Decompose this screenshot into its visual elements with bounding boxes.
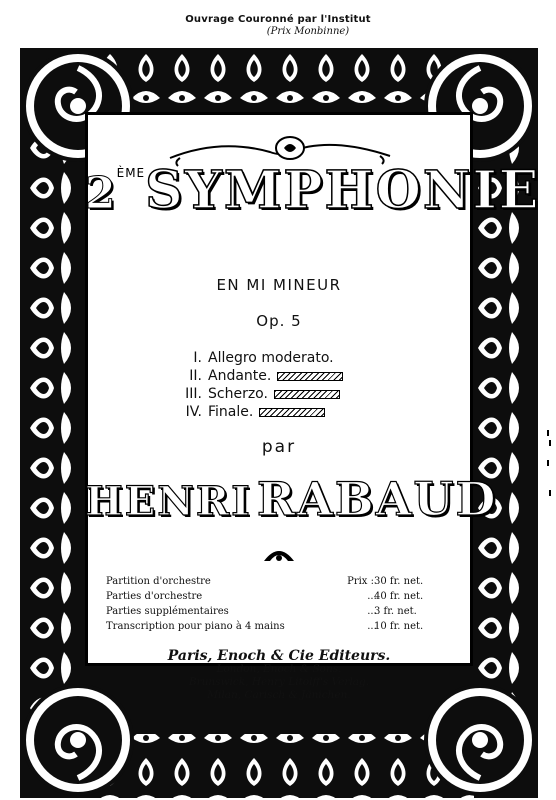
publisher-block [85, 650, 473, 702]
title-superscript: ÈME [116, 166, 146, 180]
movement-name: Finale. [208, 404, 254, 420]
price-row [106, 619, 430, 634]
by-label: par [261, 437, 297, 457]
movement-name: Allegro moderato. [208, 350, 334, 366]
movement-item [180, 367, 343, 385]
composer-first-name: HENRI [85, 478, 252, 525]
institute-note: Ouvrage Couronné par l'Institut [185, 14, 371, 25]
price-label: Parties d'orchestre [106, 591, 203, 602]
composer-last-name: RABAUD [256, 472, 498, 526]
opus-number: Op. 5 [256, 312, 302, 330]
price-label: Transcription pour piano à 4 mains [106, 621, 285, 632]
price-row [106, 604, 430, 619]
symphony-title [85, 160, 541, 221]
price-dash: ... [367, 591, 377, 602]
movement-item [180, 385, 343, 403]
hatched-bar [259, 408, 325, 417]
scan-edge-marks [545, 430, 553, 510]
hatched-bar [274, 390, 340, 399]
movement-item [180, 349, 343, 367]
publisher-paris: Paris, Enoch & Cie Editeurs. [167, 648, 391, 664]
price-row [106, 589, 430, 604]
fan-ornament-icon [262, 545, 296, 563]
corner-medallion-bottom-right [426, 686, 534, 794]
price-row [106, 574, 430, 589]
publisher-milan: Milan, Carisch & Jänichen. [207, 689, 351, 701]
corner-medallion-bottom-left [24, 686, 132, 794]
price-label: Parties supplémentaires [106, 606, 229, 617]
hatched-bar [277, 372, 343, 381]
composer-name [85, 472, 498, 526]
title-word: SYMPHONIE [145, 160, 541, 221]
movement-number: IV. [185, 404, 202, 420]
price-dash: ... [367, 606, 377, 617]
price-value: 40 fr. net. [374, 591, 424, 602]
key-subtitle: EN MI MINEUR [216, 276, 342, 294]
title-number: 2 [85, 168, 117, 219]
prize-note: (Prix Monbinne) [266, 26, 350, 37]
movement-number: III. [185, 386, 202, 402]
movement-list [180, 349, 343, 421]
movement-name: Scherzo. [208, 386, 268, 402]
movement-number: I. [193, 350, 202, 366]
price-value: 30 fr. net. [374, 576, 424, 587]
price-value: 3 fr. net. [374, 606, 417, 617]
price-list [106, 574, 430, 634]
publisher-london: London, Enoch & Sons. [216, 663, 342, 675]
movement-item [180, 403, 343, 421]
price-dash: ... [367, 621, 377, 632]
publisher-brunswick: Brunswick, Henry Litolff's Verlag. [188, 676, 370, 688]
movement-name: Andante. [208, 368, 272, 384]
price-label: Partition d'orchestre [106, 576, 211, 587]
movement-number: II. [189, 368, 202, 384]
price-value: 10 fr. net. [374, 621, 424, 632]
price-prefix: Prix : [347, 576, 374, 587]
